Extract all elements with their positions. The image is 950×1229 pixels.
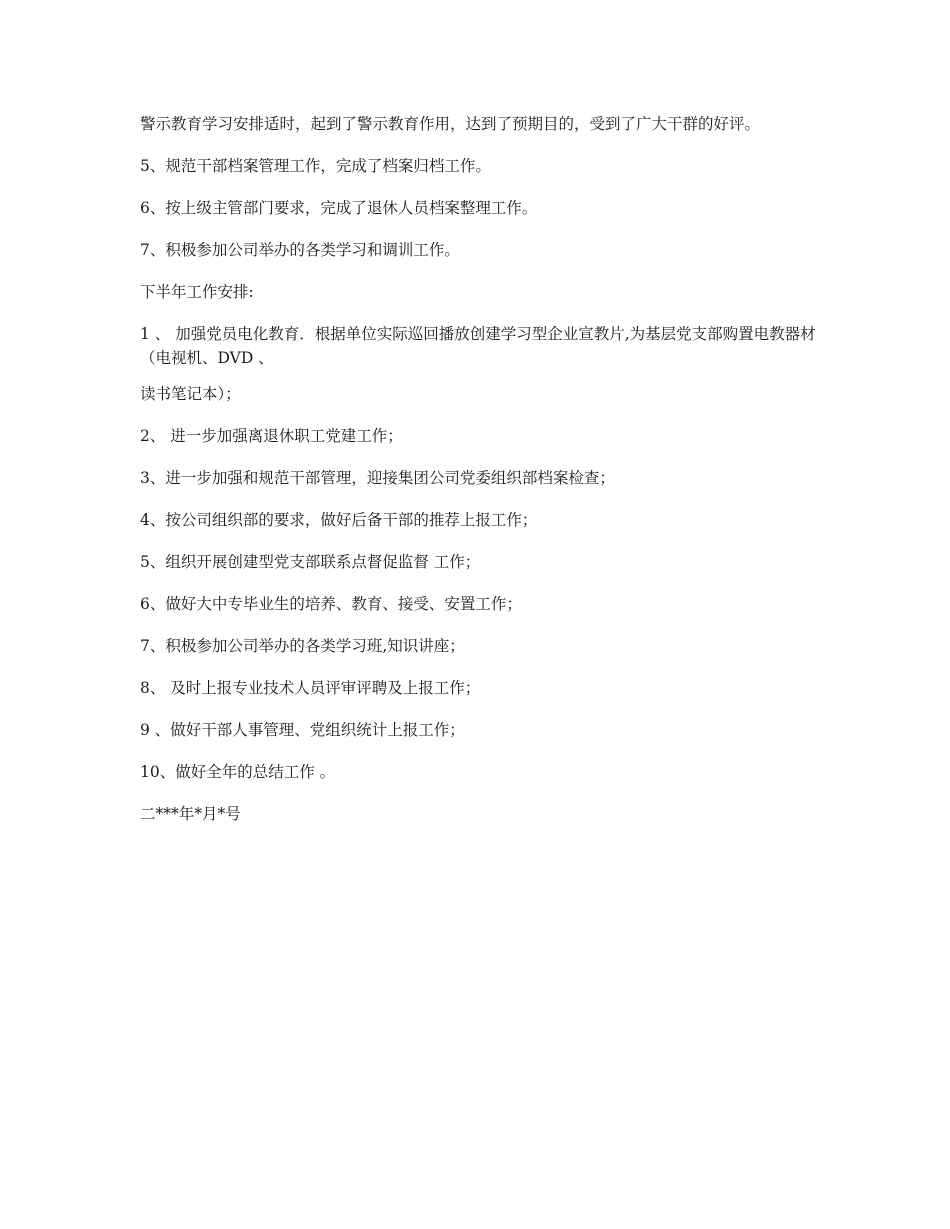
document-date: 二***年*月*号: [140, 805, 241, 823]
plan-item-5: 5、组织开展创建型党支部联系点督促监督 工作；: [140, 553, 481, 571]
plan-item-10: 10、做好全年的总结工作 。: [140, 763, 336, 781]
plan-item-6: 6、做好大中专毕业生的培养、教育、接受、安置工作；: [140, 595, 522, 613]
plan-item-9: 9 、做好干部人事管理、党组织统计上报工作；: [140, 721, 465, 739]
paragraph-warning-education: 警示教育学习安排适时，起到了警示教育作用，达到了预期目的，受到了广大干群的好评。: [140, 115, 761, 133]
plan-item-1: 1 、 加强党员电化教育．根据单位实际巡回播放创建学习型企业宣教片,为基层党支部购置电教器材（电视机、DVD 、: [140, 325, 816, 367]
paragraph-item-6-retiree-archives: 6、按上级主管部门要求，完成了退休人员档案整理工作。: [140, 199, 538, 217]
plan-item-3: 3、进一步加强和规范干部管理，迎接集团公司党委组织部档案检查；: [140, 469, 615, 487]
section-heading-second-half-plan: 下半年工作安排:: [140, 283, 254, 301]
plan-item-7: 7、积极参加公司举办的各类学习班,知识讲座；: [140, 637, 465, 655]
document-body: [140, 112, 820, 844]
paragraph-item-5-archives: 5、规范干部档案管理工作，完成了档案归档工作。: [140, 157, 491, 175]
plan-item-2: 2、 进一步加强离退休职工党建工作；: [140, 427, 403, 445]
plan-item-4: 4、按公司组织部的要求，做好后备干部的推荐上报工作；: [140, 511, 538, 529]
plan-item-1-continued: 读书笔记本）；: [140, 385, 241, 403]
paragraph-item-7-training: 7、积极参加公司举办的各类学习和调训工作。: [140, 241, 460, 259]
plan-item-8: 8、 及时上报专业技术人员评审评聘及上报工作；: [140, 679, 481, 697]
